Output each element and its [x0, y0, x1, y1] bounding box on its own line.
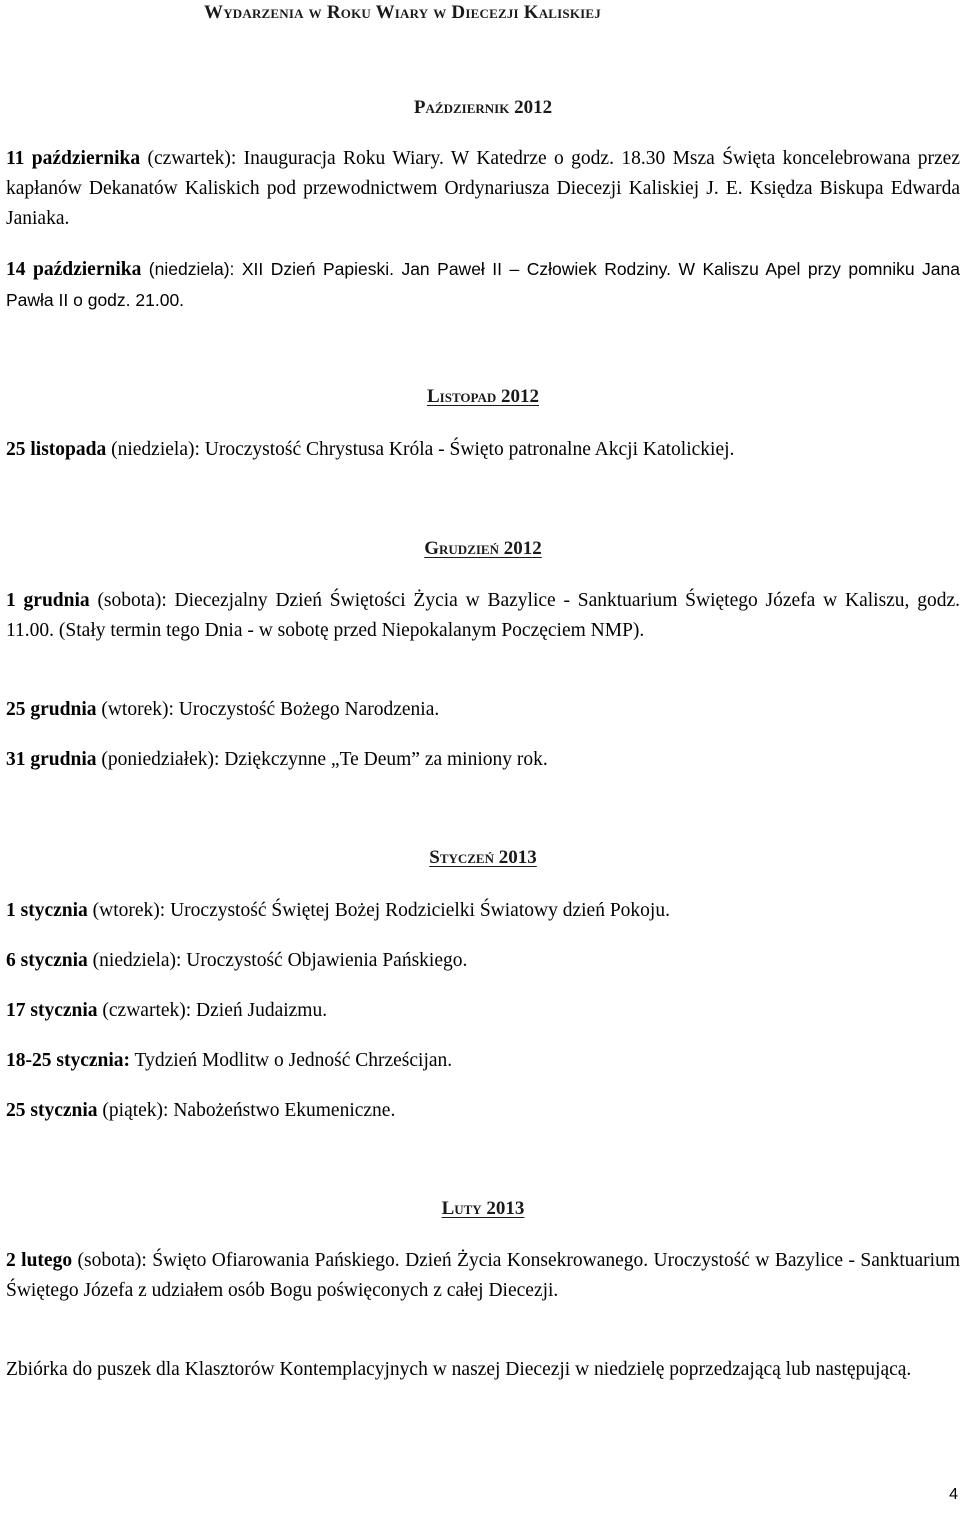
document-title: Wydarzenia w Roku Wiary w Diecezji Kaliskiej: [204, 2, 601, 23]
entry-11-october: [6, 144, 960, 234]
entry-text: (niedziela): XII Dzień Papieski. Jan Paweł II – Człowiek Rodziny. W Kaliszu Apel przy pomniku Jana Pawła II o godz. 21.00.: [6, 259, 960, 310]
entry-text: (poniedziałek): Dziękczynne „Te Deum” za miniony rok.: [96, 749, 548, 770]
entry-date: 1 stycznia: [6, 900, 88, 921]
entry-date: 31 grudnia: [6, 749, 97, 770]
entry-text: (niedziela): Uroczystość Chrystusa Króla - Święto patronalne Akcji Katolickiej.: [106, 439, 735, 460]
entry-text: (wtorek): Uroczystość Bożego Narodzenia.: [96, 699, 440, 720]
entry-date: 14 października: [6, 259, 142, 280]
entry-1-january: [6, 896, 960, 926]
entry-text: (niedziela): Uroczystość Objawienia Pańskiego.: [87, 950, 468, 971]
section-heading-text: Styczeń 2013: [429, 847, 537, 868]
section-heading-february: [6, 1198, 960, 1220]
entry-date: 25 listopada: [6, 439, 107, 460]
entry-25-december: [6, 695, 960, 725]
entry-date: 2 lutego: [6, 1250, 73, 1271]
section-heading-october: Październik 2012: [413, 97, 553, 118]
section-heading-text: Listopad 2012: [426, 386, 539, 407]
entry-2-february: [6, 1246, 960, 1306]
entry-18-25-january: [6, 1046, 960, 1076]
entry-date: 18-25 stycznia:: [6, 1050, 131, 1071]
entry-text: (sobota): Diecezjalny Dzień Świętości Życia w Bazylice - Sanktuarium Świętego Józefa w Kaliszu, godz. 11.00. (Stały termin tego Dnia - w sobotę przed Niepokalanym Poczęciem NMP).: [6, 590, 960, 641]
entry-1-december: [6, 586, 960, 646]
entry-14-october: [6, 254, 960, 316]
entry-collection-note: [6, 1355, 960, 1385]
entry-text: (piątek): Nabożeństwo Ekumeniczne.: [97, 1100, 396, 1121]
entry-25-november: [6, 435, 960, 465]
entry-text: Tydzień Modlitw o Jedność Chrześcijan.: [130, 1050, 453, 1071]
section-heading-text: Luty 2013: [441, 1198, 525, 1219]
entry-date: 1 grudnia: [6, 590, 90, 611]
entry-text: (sobota): Święto Ofiarowania Pańskiego. Dzień Życia Konsekrowanego. Uroczystość w Bazylice - Sanktuarium Świętego Józefa z udziałem osób Bogu poświęconych z całej Diecezji.: [6, 1250, 960, 1301]
entry-25-january: [6, 1096, 960, 1126]
section-heading-november: [6, 386, 960, 408]
entry-text: (wtorek): Uroczystość Świętej Bożej Rodzicielki Światowy dzień Pokoju.: [87, 900, 670, 921]
entry-6-january: [6, 946, 960, 976]
entry-text: (czwartek): Dzień Judaizmu.: [97, 1000, 328, 1021]
entry-date: 25 grudnia: [6, 699, 97, 720]
entry-date: 11 października: [6, 148, 141, 169]
page-number: 4: [949, 1486, 958, 1503]
entry-17-january: [6, 996, 960, 1026]
entry-text: Zbiórka do puszek dla Klasztorów Kontemplacyjnych w naszej Diecezji w niedzielę poprzedzającą lub następującą.: [6, 1359, 912, 1380]
entry-31-december: [6, 745, 960, 775]
section-heading-december: [6, 538, 960, 560]
entry-date: 25 stycznia: [6, 1100, 98, 1121]
section-heading-text: Grudzień 2012: [424, 538, 542, 559]
entry-date: 6 stycznia: [6, 950, 88, 971]
entry-date: 17 stycznia: [6, 1000, 98, 1021]
section-heading-january: [6, 847, 960, 869]
entry-text: (czwartek): Inauguracja Roku Wiary. W Katedrze o godz. 18.30 Msza Święta koncelebrowana przez kapłanów Dekanatów Kaliskich pod przewodnictwem Ordynariusza Diecezji Kaliskiej J. E. Księdza Biskupa Edwarda Janiaka.: [6, 148, 960, 229]
